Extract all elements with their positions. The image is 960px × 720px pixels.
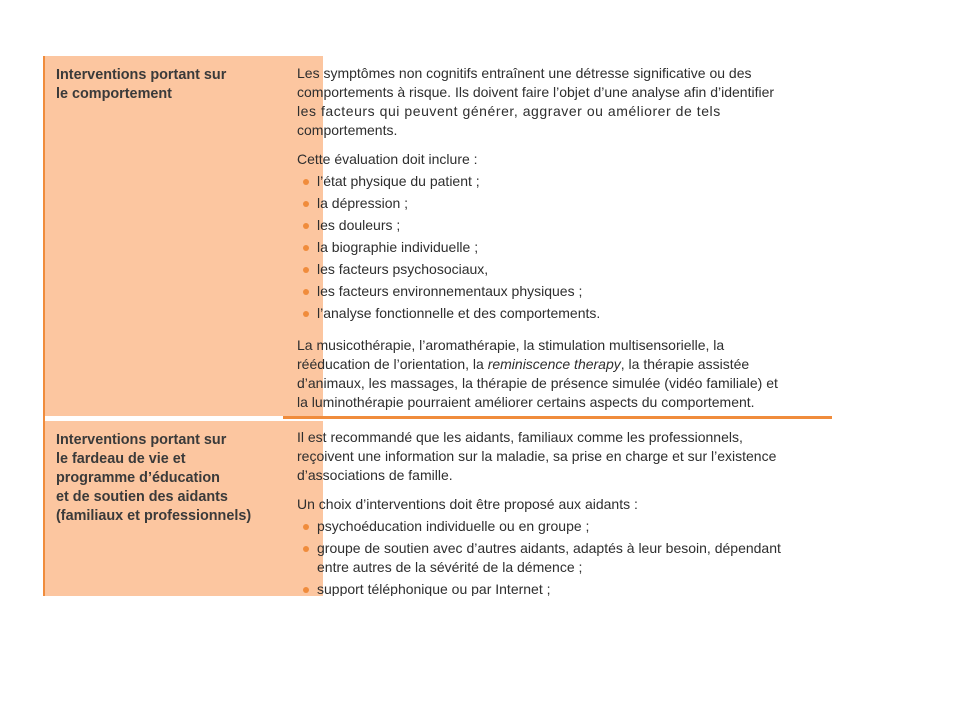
list-item: les facteurs environnementaux physiques ; [297, 282, 822, 301]
bullet-icon [303, 201, 309, 207]
bullet-icon [303, 546, 309, 552]
row-label-cell-caregivers [45, 421, 323, 596]
bullet-icon [303, 245, 309, 251]
intro-paragraph: Il est recommandé que les aidants, familiaux comme les professionnels, reçoivent une information sur la maladie, sa prise en charge et sur l’existence d’associations de famille. [297, 429, 777, 483]
list-title: Cette évaluation doit inclure : [297, 151, 478, 167]
list-item: la biographie individuelle ; [297, 238, 822, 257]
closing-paragraph: La musicothérapie, l’aromathérapie, la stimulation multisensorielle, la rééducation de l’orientation, la reminiscence therapy, la thérapie assistée d’animaux, les massages, la thérapie de présence simulée (vidéo familiale) et la luminothérapie pourraient améliorer certains aspects du comportement. [297, 337, 778, 410]
bullet-icon [303, 179, 309, 185]
recommendations-table [43, 56, 832, 596]
list-item: l’état physique du patient ; [297, 172, 822, 191]
row-label-cell-behavior [45, 56, 323, 416]
list-item: l’analyse fonctionnelle et des comportements. [297, 304, 822, 323]
list-item: psychoéducation individuelle ou en groupe ; [297, 517, 822, 536]
list-item: groupe de soutien avec d’autres aidants, adaptés à leur besoin, dépendant entre autres de la sévérité de la démence ; [297, 539, 822, 577]
list-item: la dépression ; [297, 194, 822, 213]
bullet-icon [303, 587, 309, 593]
evaluation-list [297, 172, 822, 323]
bullet-icon [303, 267, 309, 273]
list-item: support téléphonique ou par Internet ; [297, 580, 822, 596]
bullet-icon [303, 524, 309, 530]
row-label-caregivers: Interventions portant sur le fardeau de vie et programme d’éducation et de soutien des aidants (familiaux et professionnels) [56, 432, 252, 524]
caregiver-interventions-list [297, 517, 822, 596]
bullet-icon [303, 311, 309, 317]
bullet-icon [303, 223, 309, 229]
list-item: les douleurs ; [297, 216, 822, 235]
intro-paragraph: Les symptômes non cognitifs entraînent une détresse significative ou des comportements à risque. Ils doivent faire l’objet d’une analyse afin d’identifier les facteurs qui peuvent générer, aggraver ou améliorer de tels comportements. [297, 65, 775, 138]
bullet-icon [303, 289, 309, 295]
list-title: Un choix d’interventions doit être proposé aux aidants : [297, 496, 638, 512]
row-divider [283, 416, 832, 419]
row-content-caregivers [297, 428, 822, 596]
list-item: les facteurs psychosociaux, [297, 260, 822, 279]
row-content-behavior [297, 64, 822, 412]
row-label-behavior: Interventions portant sur le comportement [56, 67, 227, 102]
